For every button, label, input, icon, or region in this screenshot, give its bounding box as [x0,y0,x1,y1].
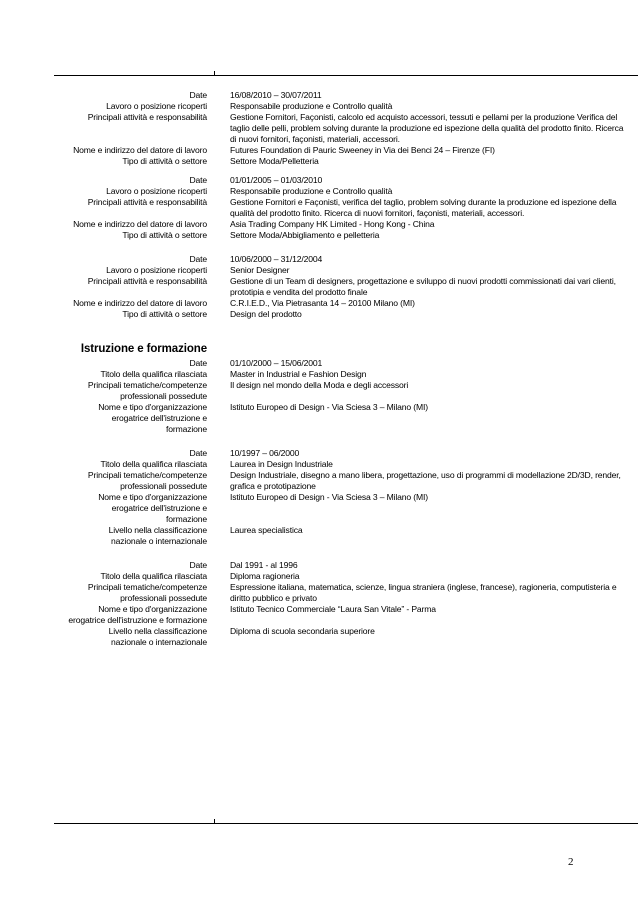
field-label: Nome e indirizzo del datore di lavoro [73,219,207,229]
experience-row [0,197,638,219]
field-label: Nome e tipo d'organizzazione erogatrice dell'istruzione e formazione [68,604,207,625]
field-label: Principali attività e responsabilità [87,197,207,207]
field-value: 10/1997 – 06/2000 [230,448,300,458]
field-label: Date [189,254,207,264]
field-value: Settore Moda/Pelletteria [230,156,319,166]
field-value: Espressione italiana, matematica, scienze, lingua straniera (inglese, francese), ragioneria, computisteria e diritto pubblico e privato [230,582,617,603]
education-row [0,358,638,369]
field-value: Istituto Europeo di Design - Via Sciesa 3 – Milano (MI) [230,402,428,412]
field-label: Principali tematiche/competenze professionali possedute [87,470,207,491]
field-value: Laurea specialistica [230,525,303,535]
work-experience-section [0,90,638,320]
field-label: Tipo di attività o settore [122,230,207,240]
field-label: Livello nella classificazione nazionale o internazionale [108,525,207,546]
education-row [0,525,638,547]
field-label: Lavoro o posizione ricoperti [106,186,207,196]
field-value: Istituto Tecnico Commerciale “Laura San Vitale” - Parma [230,604,436,614]
education-row [0,571,638,582]
field-label: Principali attività e responsabilità [87,276,207,286]
field-label: Nome e indirizzo del datore di lavoro [73,145,207,155]
experience-row [0,90,638,101]
experience-entry [0,175,638,241]
education-row [0,459,638,470]
field-label: Livello nella classificazione nazionale o internazionale [108,626,207,647]
education-section-title: Istruzione e formazione [80,343,207,355]
field-value: 01/01/2005 – 01/03/2010 [230,175,323,185]
field-label: Nome e tipo d'organizzazione erogatrice dell'istruzione e formazione [98,492,207,524]
field-label: Nome e tipo d'organizzazione erogatrice dell'istruzione e formazione [98,402,207,434]
field-value: Asia Trading Company HK Limited - Hong Kong - China [230,219,435,229]
field-label: Lavoro o posizione ricoperti [106,101,207,111]
experience-row [0,230,638,241]
field-value: Diploma di scuola secondaria superiore [230,626,375,636]
cv-content [0,90,638,648]
education-row [0,560,638,571]
field-label: Nome e indirizzo del datore di lavoro [73,298,207,308]
field-value: 16/08/2010 – 30/07/2011 [230,90,322,100]
field-value: Diploma ragioneria [230,571,300,581]
education-row [0,470,638,492]
education-entry [0,358,638,435]
field-value: Gestione Fornitori e Façonisti, verifica del taglio, problem solving durante la produzione ed ispezione della qualità del prodotto finito. Ricerca di nuovi fornitori, façonisti, materiali, accessori. [230,197,617,218]
field-label: Lavoro o posizione ricoperti [106,265,207,275]
field-value: Master in Industrial e Fashion Design [230,369,367,379]
education-row [0,448,638,459]
experience-row [0,175,638,186]
field-value: Settore Moda/Abbigliamento e pelletteria [230,230,380,240]
field-value: Istituto Europeo di Design - Via Sciesa 3 – Milano (MI) [230,492,428,502]
field-value: Responsabile produzione e Controllo qualità [230,101,393,111]
experience-row [0,265,638,276]
experience-entry [0,90,638,167]
field-label: Principali tematiche/competenze professionali possedute [87,582,207,603]
field-value: 01/10/2000 – 15/06/2001 [230,358,323,368]
field-label: Titolo della qualifica rilasciata [100,571,207,581]
field-label: Tipo di attività o settore [122,156,207,166]
field-value: Gestione Fornitori, Façonisti, calcolo ed acquisto accessori, tessuti e pellami per la produzione Verifica del taglio delle pelli, problem solving durante la produzione ed ispezione della qualità del prodotto finito. Ricerca di nuovi fornitori, façonisti, materiali, accessori. [230,112,624,144]
top-rule [54,75,638,76]
experience-row [0,309,638,320]
experience-row [0,112,638,145]
experience-row [0,186,638,197]
field-value: Il design nel mondo della Moda e degli accessori [230,380,409,390]
experience-row [0,156,638,167]
experience-row [0,254,638,265]
field-value: Dal 1991 - al 1996 [230,560,298,570]
field-value: 10/06/2000 – 31/12/2004 [230,254,323,264]
field-value: Design del prodotto [230,309,302,319]
experience-row [0,276,638,298]
education-row [0,380,638,402]
education-row [0,582,638,604]
field-label: Date [189,90,207,100]
education-row [0,369,638,380]
experience-row [0,298,638,309]
field-value: Responsabile produzione e Controllo qualità [230,186,393,196]
education-row [0,492,638,525]
field-label: Date [189,560,207,570]
education-section [0,358,638,648]
experience-row [0,219,638,230]
field-label: Titolo della qualifica rilasciata [100,459,207,469]
field-value: Senior Designer [230,265,290,275]
bottom-rule [54,823,638,824]
education-row [0,402,638,435]
experience-row [0,101,638,112]
education-entry [0,560,638,648]
field-label: Principali tematiche/competenze professionali possedute [87,380,207,401]
field-value: Design Industriale, disegno a mano libera, progettazione, uso di programmi di modellazione 2D/3D, render, grafica e prototipazione [230,470,621,491]
field-label: Principali attività e responsabilità [87,112,207,122]
field-label: Tipo di attività o settore [122,309,207,319]
field-value: Futures Foundation di Pauric Sweeney in Via dei Benci 24 – Firenze (FI) [230,145,495,155]
field-label: Titolo della qualifica rilasciata [100,369,207,379]
field-label: Date [189,358,207,368]
experience-row [0,145,638,156]
field-label: Date [189,448,207,458]
education-row [0,604,638,626]
field-value: C.R.I.E.D., Via Pietrasanta 14 – 20100 Milano (MI) [230,298,415,308]
page-number: 2 [568,856,574,868]
education-entry [0,448,638,547]
field-value: Laurea in Design Industriale [230,459,333,469]
field-label: Date [189,175,207,185]
education-row [0,626,638,648]
field-value: Gestione di un Team di designers, progettazione e sviluppo di nuovi prodotti commissionati dai vari clienti, prototipia e vendita del prodotto finale [230,276,616,297]
experience-entry [0,254,638,320]
